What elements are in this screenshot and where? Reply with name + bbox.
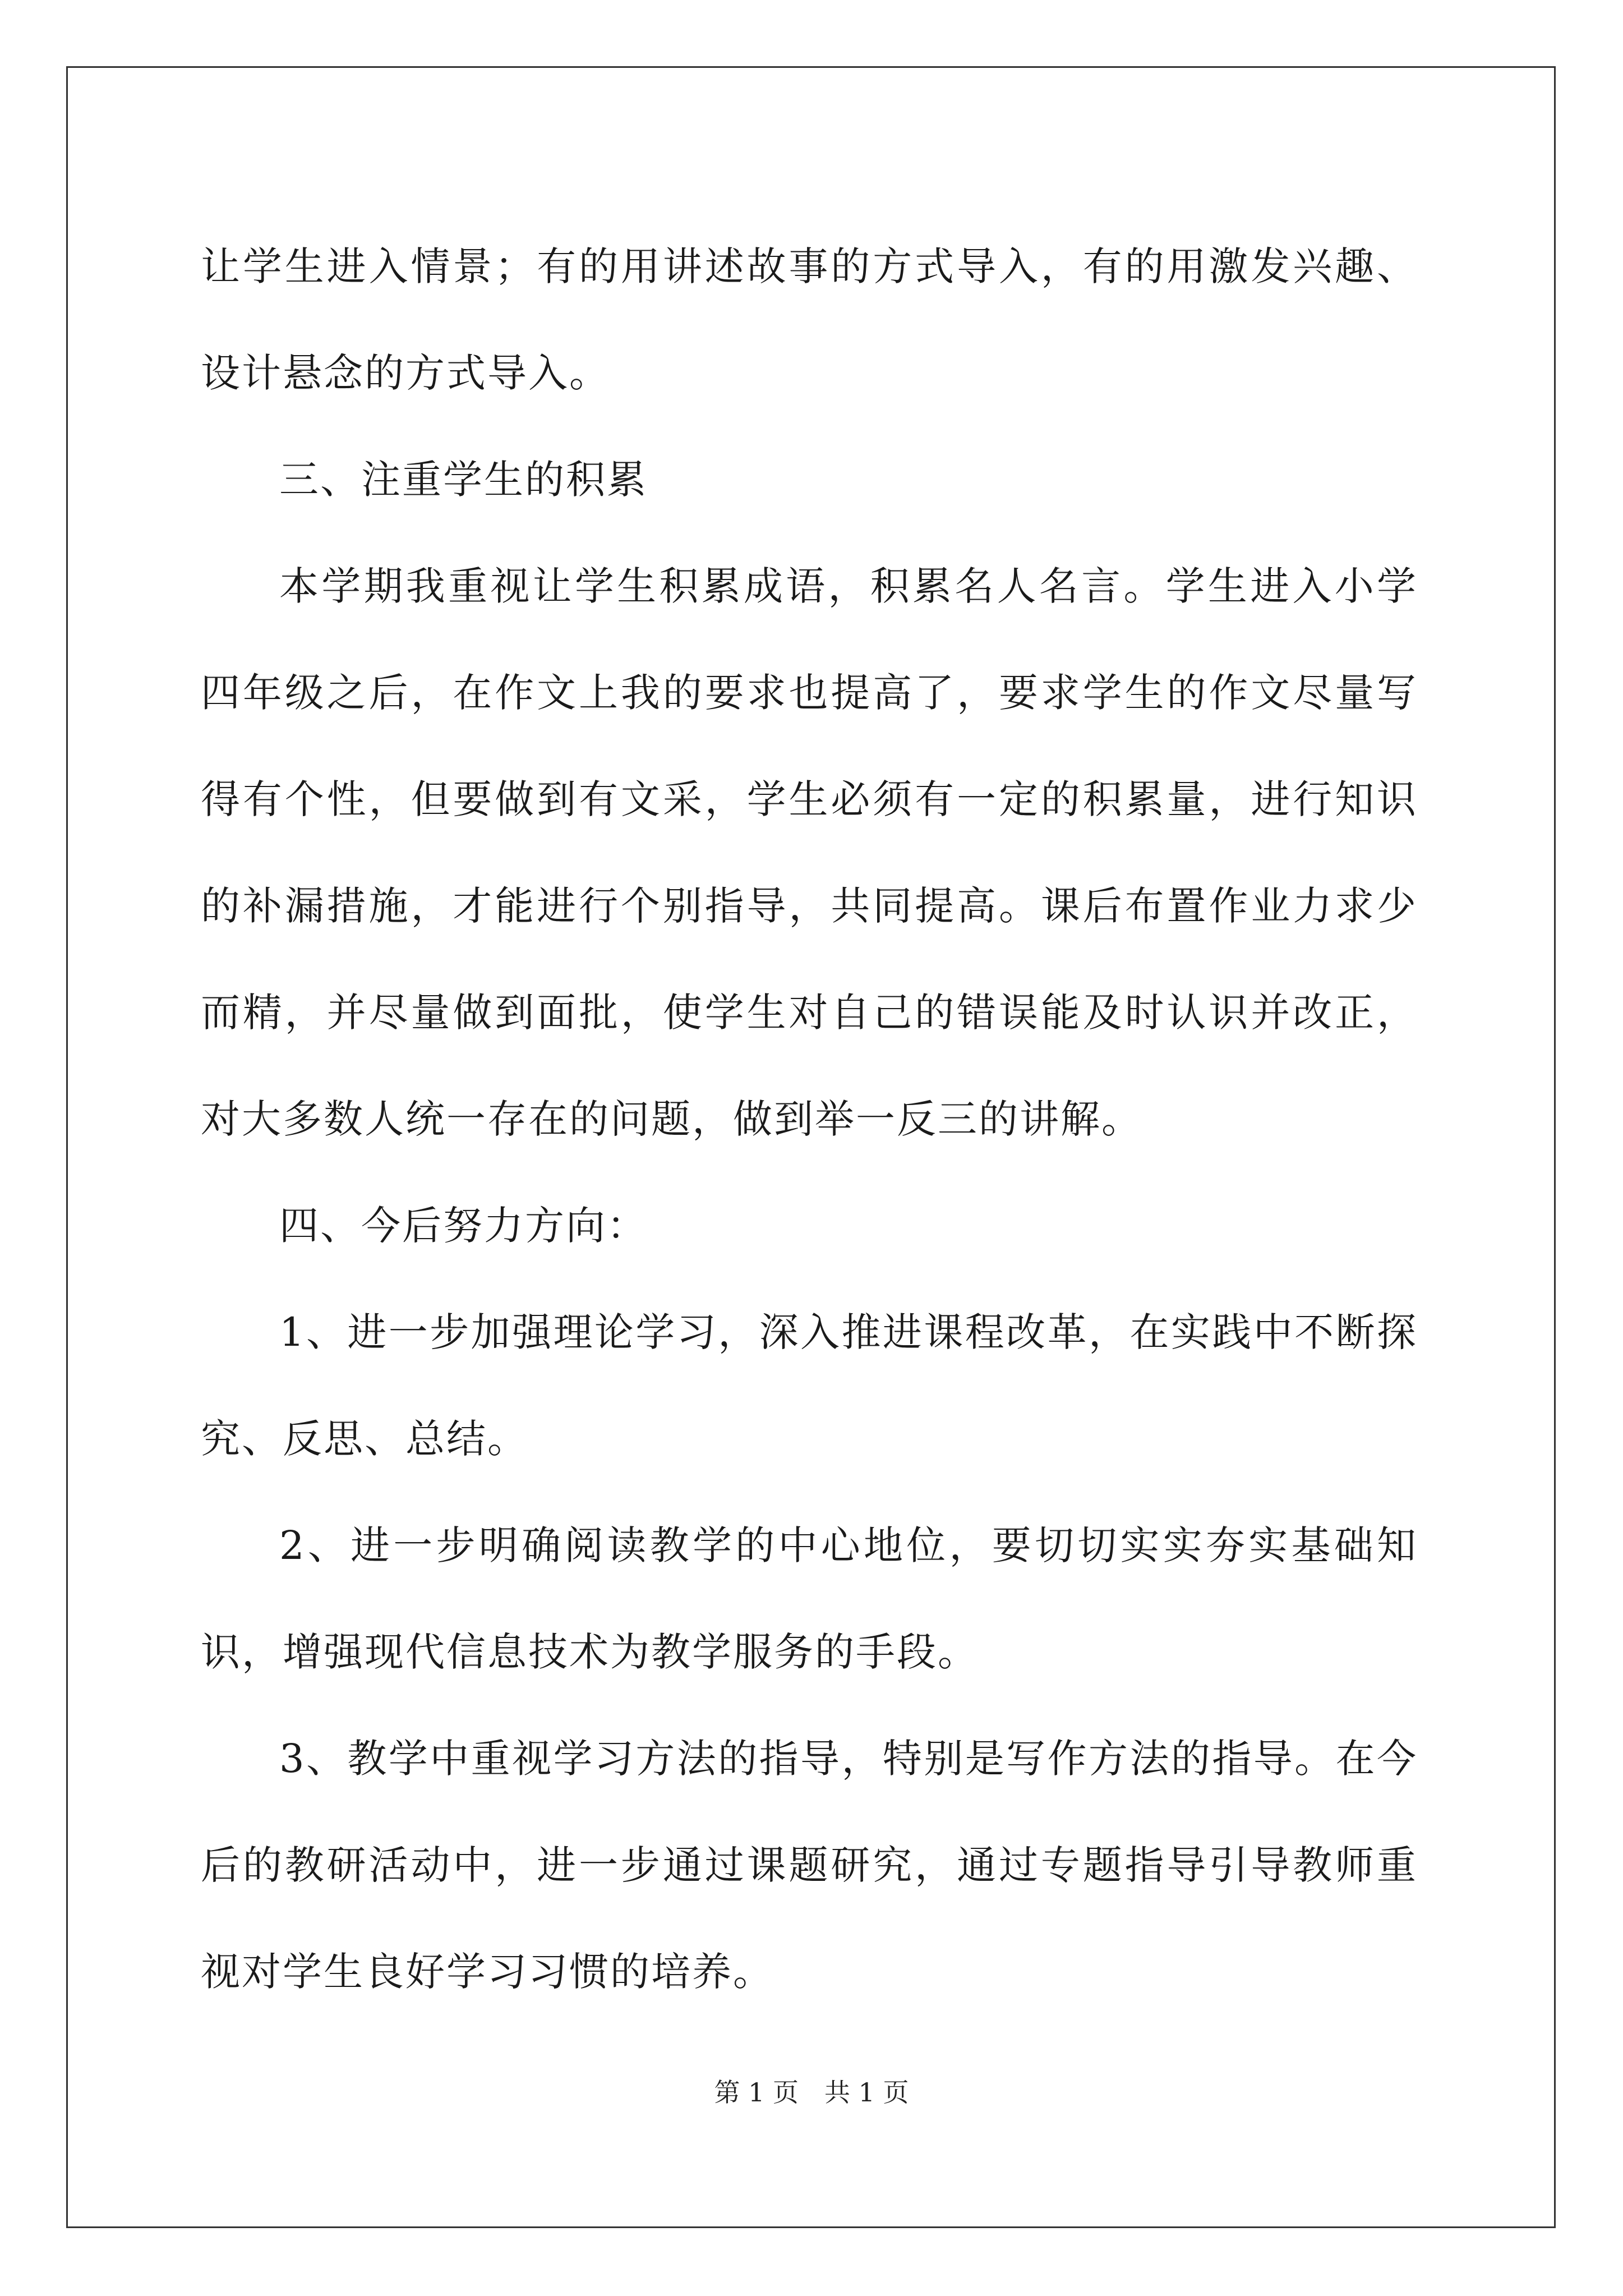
list-item-3: 3、教学中重视学习方法的指导，特别是写作方法的指导。在今后的教研活动中，进一步通过课题研究，通过专题指导引导教师重视对学生良好学习习惯的培养。 <box>201 1736 1418 1995</box>
section-heading-4: 四、今后努力方向： <box>279 1203 648 1249</box>
list-item-1: 1、进一步加强理论学习，深入推进课程改革，在实践中不断探究、反思、总结。 <box>201 1309 1418 1462</box>
paragraph-continuation: 让学生进入情景；有的用讲述故事的方式导入，有的用激发兴趣、设计悬念的方式导入。 <box>201 243 1418 396</box>
paragraph-accumulation: 本学期我重视让学生积累成语，积累名人名言。学生进入小学四年级之后，在作文上我的要求也提高了，要求学生的作文尽量写得有个性，但要做到有文采，学生必须有一定的积累量，进行知识的补漏措施，才能进行个别指导，共同提高。课后布置作业力求少而精，并尽量做到面批，使学生对自己的错误能及时认识并改正，对大多数人统一存在的问题，做到举一反三的讲解。 <box>201 563 1418 1142</box>
list-item-2: 2、进一步明确阅读教学的中心地位，要切切实实夯实基础知识，增强现代信息技术为教学服务的手段。 <box>201 1522 1418 1675</box>
document-body <box>201 213 1418 2025</box>
page-footer: 第 1 页 共 1 页 <box>714 2077 909 2108</box>
section-heading-3: 三、注重学生的积累 <box>279 457 648 503</box>
